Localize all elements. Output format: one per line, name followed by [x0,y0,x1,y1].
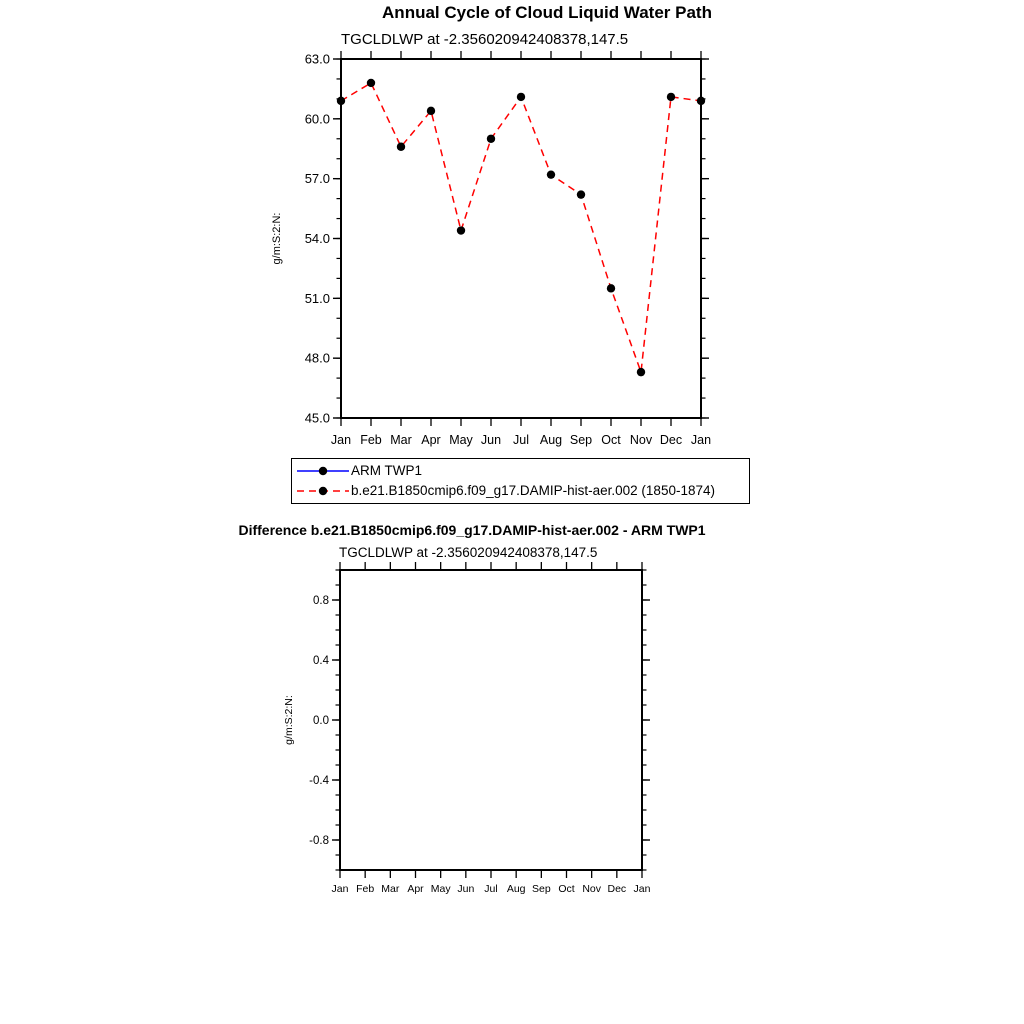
x-tick-label: Nov [629,433,653,447]
x-tick-label: Jul [513,433,529,447]
x-tick-label: Jan [330,433,352,447]
y-tick-label: 0.8 [313,595,329,608]
data-point [367,79,375,87]
x-tick-label: Jun [480,433,502,447]
data-point [397,143,405,151]
x-tick-label: Dec [607,883,627,895]
x-tick-label: Sep [569,433,593,447]
plot-border [341,59,701,418]
legend-item-arm-twp1 [295,461,749,481]
x-tick-label: Aug [539,433,563,447]
x-tick-label: Feb [356,883,375,895]
y-tick-label: -0.8 [309,835,329,848]
x-tick-label: Oct [558,883,575,895]
top-chart-title: Annual Cycle of Cloud Liquid Water Path [382,3,712,22]
top-chart-plot [271,51,711,447]
x-tick-label: Sep [531,883,551,895]
y-tick-label: 0.0 [313,715,329,728]
x-tick-label: Aug [506,883,526,895]
y-tick-label: 54.0 [304,231,330,247]
legend-line-solid-blue-icon [295,463,351,479]
x-tick-label: Dec [659,433,683,447]
data-point [487,135,495,143]
x-tick-label: Jan [690,433,712,447]
data-point [667,93,675,101]
legend-box [291,458,750,504]
data-point [427,107,435,115]
legend-sample-marker [319,467,327,475]
bottom-chart-plot [283,562,651,895]
x-tick-label: Apr [421,433,441,447]
y-axis-title: g/m:S:2:N: [283,695,295,745]
bottom-chart-subtitle: TGCLDLWP at -2.356020942408378,147.5 [339,545,598,560]
x-tick-label: Jun [457,883,475,895]
data-point [607,284,615,292]
data-point [577,190,585,198]
y-tick-label: 51.0 [304,290,330,306]
x-tick-label: Mar [381,883,400,895]
legend-sample-marker [319,487,327,495]
y-axis-title: g/m:S:2:N: [271,212,283,265]
y-tick-label: 0.4 [313,655,329,668]
data-point [517,93,525,101]
legend-line-dashed-red-icon [295,483,351,499]
y-tick-label: 48.0 [304,350,330,366]
data-point [457,226,465,234]
x-tick-label: Jan [633,883,651,895]
y-tick-label: 63.0 [304,51,330,67]
x-tick-label: Jul [484,883,498,895]
legend-item-model-run [295,481,749,501]
x-tick-label: Feb [360,433,382,447]
y-tick-label: 60.0 [304,111,330,127]
x-tick-label: Apr [407,883,424,895]
y-tick-label: 57.0 [304,171,330,187]
x-tick-label: Nov [582,883,602,895]
plot-border [340,570,642,870]
x-tick-label: Jan [331,883,349,895]
x-tick-label: May [449,433,473,447]
x-tick-label: May [430,883,451,895]
y-tick-label: 45.0 [304,410,330,426]
x-tick-label: Mar [390,433,412,447]
data-point [337,97,345,105]
series-line [341,83,701,372]
y-tick-label: -0.4 [309,775,329,788]
legend-label-model-run: b.e21.B1850cmip6.f09_g17.DAMIP-hist-aer.002 (1850-1874) [351,483,715,499]
x-tick-label: Oct [601,433,621,447]
top-chart-subtitle: TGCLDLWP at -2.356020942408378,147.5 [341,31,629,48]
data-point [697,97,705,105]
data-point [637,368,645,376]
legend-label-arm-twp1: ARM TWP1 [351,463,423,479]
data-point [547,170,555,178]
bottom-chart-title: Difference b.e21.B1850cmip6.f09_g17.DAMIP-hist-aer.002 - ARM TWP1 [238,522,706,538]
